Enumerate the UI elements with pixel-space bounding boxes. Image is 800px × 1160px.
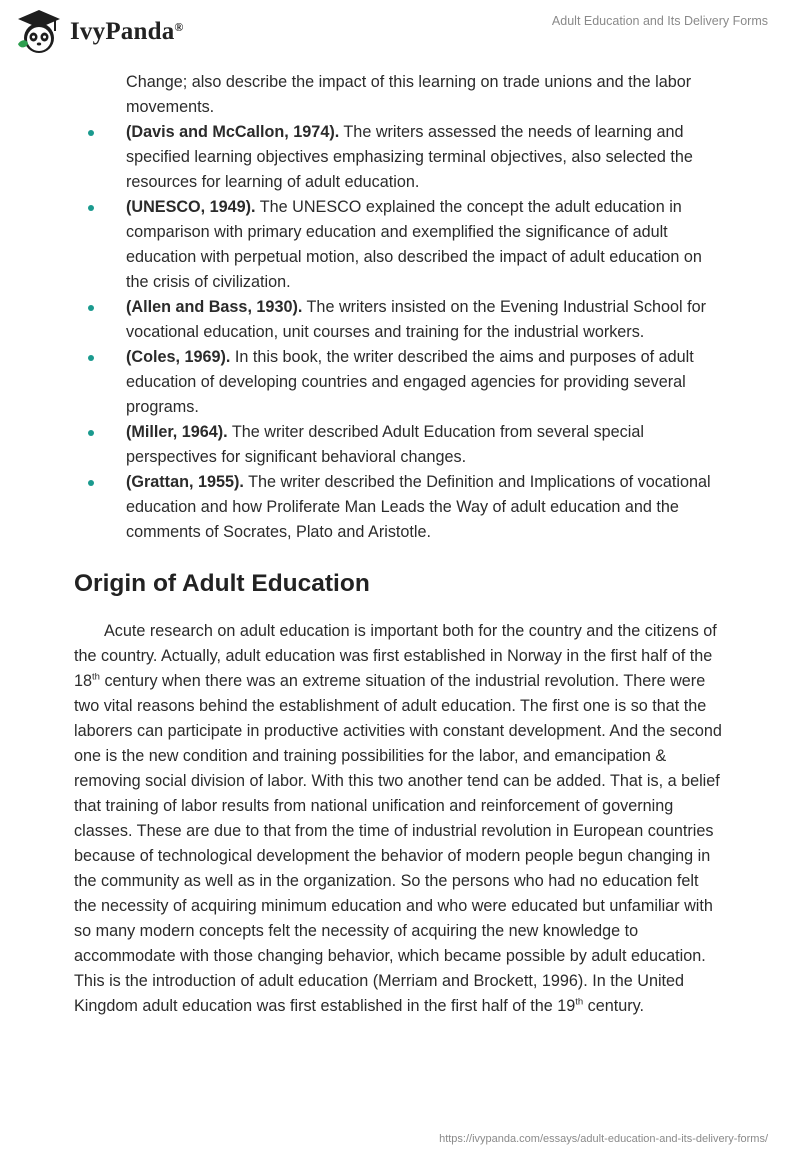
reference-citation: (Miller, 1964).: [126, 423, 228, 441]
reference-description: The UNESCO explained the concept the adult education in comparison with primary education and exemplified the significance of adult education with perpetual motion, also described the impact of adult education on the crisis of civilization.: [126, 198, 702, 291]
reference-item: [74, 470, 724, 545]
reference-list: [74, 120, 724, 545]
reference-citation: (UNESCO, 1949).: [126, 198, 256, 216]
panda-mascot-icon: [14, 8, 64, 56]
reference-item: [74, 345, 724, 420]
reference-citation: (Davis and McCallon, 1974).: [126, 123, 340, 141]
reference-item: [74, 120, 724, 195]
reference-description: The writers insisted on the Evening Industrial School for vocational education, unit courses and training for the industrial workers.: [126, 298, 707, 341]
bullet-icon: [88, 430, 94, 436]
bullet-icon: [88, 130, 94, 136]
ordinal-superscript: th: [575, 996, 584, 1008]
reference-description: The writer described the Definition and Implications of vocational education and how Proliferate Man Leads the Way of adult education and the comments of Socrates, Plato and Aristotle.: [126, 473, 711, 541]
reference-citation: (Coles, 1969).: [126, 348, 231, 366]
reference-description: The writer described Adult Education from several special perspectives for significant behavioral changes.: [126, 423, 644, 466]
brand-name: IvyPanda®: [70, 18, 184, 45]
essay-content: [74, 70, 724, 1019]
bullet-icon: [88, 480, 94, 486]
reference-item: [74, 295, 724, 345]
reference-item: [74, 195, 724, 295]
brand-logo[interactable]: [14, 8, 184, 56]
bullet-icon: [88, 355, 94, 361]
registered-mark: ®: [174, 20, 184, 34]
page-header: [0, 0, 800, 64]
reference-description: The writers assessed the needs of learning and specified learning objectives emphasizing terminal objectives, also selected the resources for learning of adult education.: [126, 123, 693, 191]
reference-item: [74, 420, 724, 470]
reference-citation: (Allen and Bass, 1930).: [126, 298, 303, 316]
ordinal-superscript: th: [92, 671, 100, 683]
body-paragraph: Acute research on adult education is important both for the country and the citizens of the country. Actually, adult education was first established in Norway in the first half of the 18th century when there was an extreme situation of the industrial revolution. There were two vital reasons behind the establishment of adult education. The first one is so that the laborers can participate in productive activities with constant development. And the second one is the new condition and training possibilities for the labor, and emancipation & removing social division of labor. With this two another tend can be added. That is, a belief that training of labor results from national unification and reinforcement of governing classes. These are due to that from the time of industrial revolution in European countries because of technological development the behavior of modern people begun changing in the community as well as in the organization. So the persons who had no education felt the necessity of acquiring minimum education and who were educated but unfamiliar with so many modern concepts felt the necessity of acquiring the new knowledge to accommodate with those changing behavior, which became possible by adult education. This is the introduction of adult education (Merriam and Brockett, 1996). In the United Kingdom adult education was first established in the first half of the 19th century.: [74, 622, 722, 1015]
document-title: Adult Education and Its Delivery Forms: [551, 14, 768, 28]
bullet-icon: [88, 305, 94, 311]
reference-citation: (Grattan, 1955).: [126, 473, 244, 491]
reference-description: In this book, the writer described the aims and purposes of adult education of developing countries and engaged agencies for providing several programs.: [126, 348, 694, 416]
continued-reference-text: Change; also describe the impact of this learning on trade unions and the labor movements.: [126, 73, 692, 116]
section-heading: Origin of Adult Education: [74, 570, 370, 597]
bullet-icon: [88, 205, 94, 211]
source-url[interactable]: https://ivypanda.com/essays/adult-education-and-its-delivery-forms/: [439, 1133, 768, 1145]
